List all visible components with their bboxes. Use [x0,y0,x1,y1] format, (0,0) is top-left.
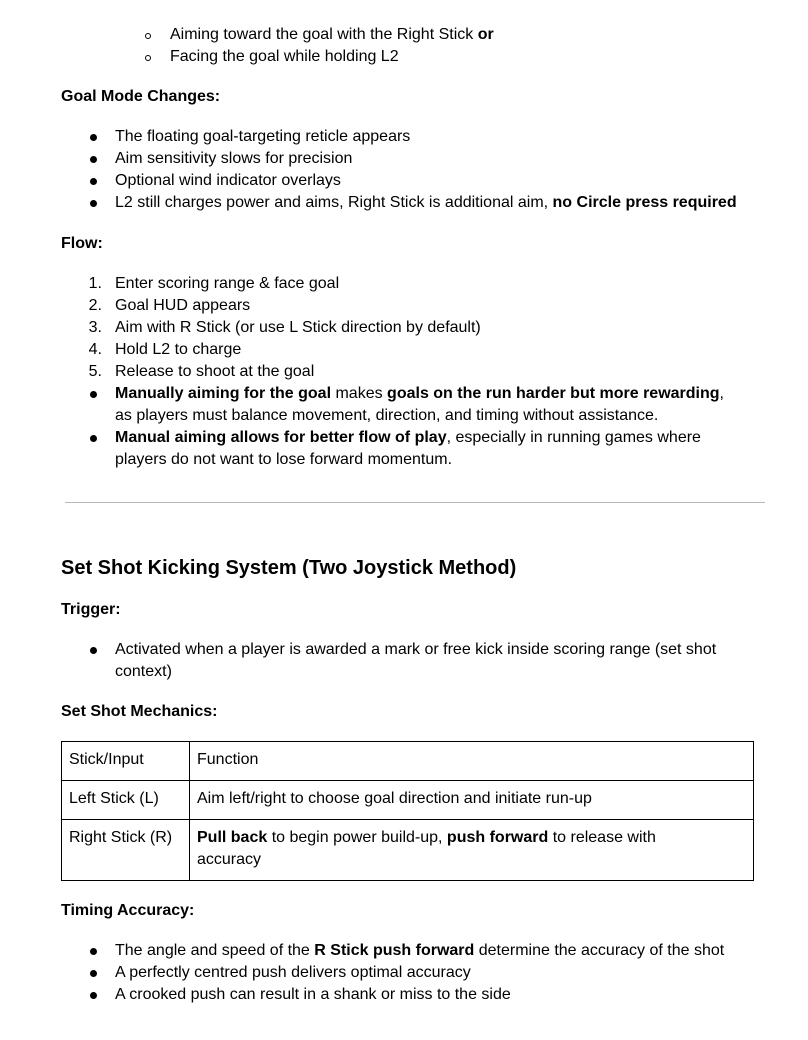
flow-note: Manual aiming allows for better flow of play, especially in running games where [115,429,701,446]
goal-mode-heading: Goal Mode Changes: [61,88,221,105]
bullet-icon [87,126,99,148]
step-number: 2. [88,297,102,314]
flow-step: Aim with R Stick (or use L Stick direction by default) [115,319,481,336]
flow-note-cont: players do not want to lose forward momentum. [115,451,453,468]
timing-item: A perfectly centred push delivers optimal accuracy [115,964,471,981]
goal-mode-item: Aim sensitivity slows for precision [115,150,353,167]
goal-mode-item: The floating goal-targeting reticle appears [115,128,411,145]
goal-mode-item: Optional wind indicator overlays [115,172,341,189]
flow-step: Release to shoot at the goal [115,363,315,380]
step-number: 1. [88,275,102,292]
mechanics-table [61,741,754,881]
section-divider [65,502,765,503]
flow-note: Manually aiming for the goal makes goals on the run harder but more rewarding, [115,385,724,402]
flow-step: Goal HUD appears [115,297,251,314]
table-header-row [62,742,754,781]
bullet-icon [87,427,99,449]
table-cell: Pull back to begin power build-up, push forward to release with accuracy [190,820,754,881]
timing-item: A crooked push can result in a shank or miss to the side [115,986,511,1003]
step-number: 4. [88,341,102,358]
flow-step: Hold L2 to charge [115,341,242,358]
aim-sub-item: Facing the goal while holding L2 [170,48,399,65]
section-title: Set Shot Kicking System (Two Joystick Method) [61,557,517,579]
bullet-icon [87,940,99,962]
step-number: 5. [88,363,102,380]
hollow-bullet-icon [142,24,154,46]
table-cell: Aim left/right to choose goal direction and initiate run-up [190,781,754,820]
table-row [62,781,754,820]
bullet-icon [87,148,99,170]
aim-sub-item: Aiming toward the goal with the Right Stick or [170,26,494,43]
flow-note-cont: as players must balance movement, direction, and timing without assistance. [115,407,659,424]
trigger-heading: Trigger: [61,601,121,618]
mechanics-heading: Set Shot Mechanics: [61,703,218,720]
flow-heading: Flow: [61,235,103,252]
table-cell: Left Stick (L) [62,781,190,820]
bullet-icon [87,192,99,214]
timing-heading: Timing Accuracy: [61,902,195,919]
table-header-cell: Function [190,742,754,781]
goal-mode-item: L2 still charges power and aims, Right Stick is additional aim, no Circle press required [115,194,737,211]
trigger-item: Activated when a player is awarded a mark or free kick inside scoring range (set shot [115,641,717,658]
bullet-icon [87,962,99,984]
bullet-icon [87,639,99,661]
trigger-item-cont: context) [115,663,172,680]
step-number: 3. [88,319,102,336]
table-row [62,820,754,881]
bullet-icon [87,170,99,192]
timing-item: The angle and speed of the R Stick push forward determine the accuracy of the shot [115,942,725,959]
bullet-icon [87,984,99,1006]
table-header-cell: Stick/Input [62,742,190,781]
table-cell: Right Stick (R) [62,820,190,881]
hollow-bullet-icon [142,46,154,68]
bullet-icon [87,383,99,405]
flow-step: Enter scoring range & face goal [115,275,340,292]
